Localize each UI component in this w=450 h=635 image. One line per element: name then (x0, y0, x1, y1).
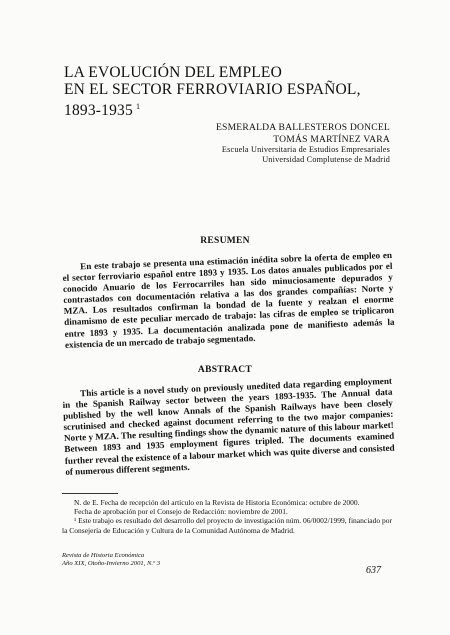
title-footnote-mark: 1 (135, 102, 141, 111)
abstract-text-block (62, 376, 395, 478)
footnote-divider (62, 493, 118, 494)
author-name-2: TOMÁS MARTÍNEZ VARA (273, 133, 390, 145)
resumen-text-block (62, 250, 395, 351)
resumen-paragraph: En este trabajo se presenta una estimación inédita sobre la oferta de empleo en el sector ferroviario español entre 1893 y 1935. Los datos anuales publicados por el conocido Anuario de los Ferrocarriles han sido minuciosamente depurados y contrastados con documentación relativa a las dos grandes compañías: Norte y MZA. Los resultados confirman la bondad de la fuente y realzan el enorme dinamismo de este peculiar mercado de trabajo: las cifras de empleo se triplicaron entre 1893 y 1935. La documentación analizada pone de manifiesto además la existencia de un mercado de trabajo segmentado. (62, 249, 395, 350)
affiliation-line-2: Universidad Complutense de Madrid (262, 155, 390, 164)
abstract-paragraph: This article is a novel study on previously unedited data regarding employment in the Spanish Railway sector between the years 1893-1935. The Annual data published by the well know Annals of the Spanish Railways have been closely scrutinised and checked against document referring to the two major companies: Norte y MZA. The resulting findings show the dynamic nature of this labour market! Between 1893 and 1935 employment figures tripled. The documents examined further reveal the existence of a labour market which was quite diverse and consisted of numerous different segments. (62, 375, 395, 477)
journal-citation (62, 552, 262, 568)
resumen-heading: RESUMEN (200, 236, 250, 246)
author-name-1: ESMERALDA BALLESTEROS DONCEL (215, 122, 390, 133)
affiliation-line-1: Escuela Universitaria de Estudios Empresariales (221, 145, 390, 154)
journal-name: Revista de Historia Económica (62, 552, 145, 559)
footnote-funding: ¹ Este trabajo es resultado del desarrollo del proyecto de investigación núm. 06/0002/1999, financiado por la Consejería de Educación y Cultura de la Comunidad Autónoma de Madrid. (62, 516, 392, 535)
title-line-2: EN EL SECTOR FERROVIARIO ESPAÑOL, (64, 81, 361, 98)
journal-issue: Año XIX, Otoño-Invierno 2001, N.º 3 (62, 560, 161, 567)
footnote-approval: Fecha de aprobación por el Consejo de Redacción: noviembre de 2001. (74, 507, 288, 517)
title-years: 1893-1935 (64, 102, 133, 120)
author-block (150, 122, 390, 165)
footnote-reception: N. de E. Fecha de recepción del artículo en la Revista de Historia Económica: octubre de 2000. (74, 498, 360, 507)
article-title (64, 64, 394, 119)
title-line-1: LA EVOLUCIÓN DEL EMPLEO (64, 64, 282, 81)
abstract-heading: ABSTRACT (197, 365, 253, 375)
title-line-3 (64, 98, 394, 119)
footnotes-block (62, 498, 392, 535)
page-number: 637 (366, 565, 381, 576)
